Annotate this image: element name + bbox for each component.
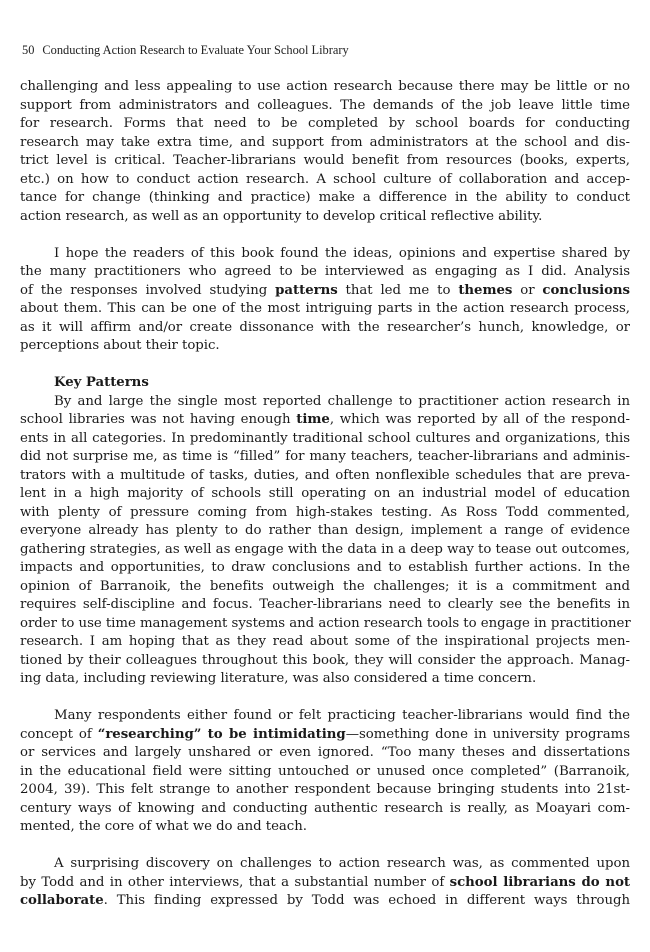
paragraph-2 [20,245,630,356]
text-line: research. I am hoping that as they read about some of the inspirational projects men- [20,634,630,649]
page-number: 50 [22,43,35,57]
text-line: challenging and less appealing to use action research because there may be little or no [20,79,630,94]
paragraph-1 [20,78,630,226]
text-line: the many practitioners who agreed to be interviewed as engaging as I did. Analysis [20,264,630,279]
text-line: A surprising discovery on challenges to action research was, as commented upon [54,856,630,871]
text-line: lent in a high majority of schools still operating on an industrial model of education [20,486,630,501]
emphasis-school-librarians: school librarians do not [449,874,630,890]
text-line: requires self-discipline and focus. Teacher-librarians need to clearly see the benefits in [20,597,630,612]
running-header [22,40,630,60]
text-line: trict level is critical. Teacher-librarians would benefit from resources (books, experts, [20,153,630,168]
text-line: impacts and opportunities, to draw conclusions and to establish further actions. In the [20,560,630,575]
text-line: everyone already has plenty to do rather than design, implement a range of evidence [20,523,630,538]
text-line: did not surprise me, as time is “filled” for many teachers, teacher-librarians and adminis- [20,449,630,464]
text-line: about them. This can be one of the most intriguing parts in the action research process, [20,301,630,316]
text-line: collaborate. This finding expressed by Todd was echoed in different ways through [20,893,630,908]
text-line: school libraries was not having enough time, which was reported by all of the respond- [20,412,630,427]
text-line: with plenty of pressure coming from high-stakes testing. As Ross Todd commented, [20,504,630,520]
emphasis-researching: “researching” to be intimidating [97,726,346,742]
text-line: opinion of Barranoik, the benefits outweigh the challenges; it is a commitment and [20,578,630,594]
text-line: as it will affirm and/or create dissonance with the researcher’s hunch, knowledge, or [20,319,630,335]
text-line: concept of “researching” to be intimidating—something done in university programs [20,726,630,742]
text-line: mented, the core of what we do and teach. [20,819,307,834]
text-line: action research, as well as an opportunity to develop critical reflective ability. [20,208,543,224]
emphasis-themes: themes [458,282,513,298]
text-line: century ways of knowing and conducting authentic research is really, as Moayari com- [20,800,630,816]
paragraph-4 [20,707,630,837]
text-line: ents in all categories. In predominantly traditional school cultures and organizations, this [20,430,630,446]
text-line: tance for change (thinking and practice) make a difference in the ability to conduct [20,190,630,205]
emphasis-conclusions: conclusions [542,282,630,298]
text-line: in the educational field were sitting untouched or unused once completed” (Barranoik, [20,763,630,779]
paragraph-3 [20,393,630,689]
text-line: support from administrators and colleagues. The demands of the job leave little time [20,97,630,113]
text-line: perceptions about their topic. [20,338,220,353]
text-line: By and large the single most reported challenge to practitioner action research in [54,393,630,409]
text-line: research may take extra time, and support from administrators at the school and dis- [20,134,630,150]
paragraph-5 [20,855,630,911]
text-line: by Todd and in other interviews, that a substantial number of school librarians do not [20,874,630,890]
running-title: Conducting Action Research to Evaluate Your School Library [42,43,349,57]
text-line: gathering strategies, as well as engage with the data in a deep way to tease out outcomes, [20,541,630,557]
section-heading: Key Patterns [54,375,149,390]
text-line: of the responses involved studying patterns that led me to themes or conclusions [20,282,630,298]
text-line: etc.) on how to conduct action research. A school culture of collaboration and accep- [20,171,630,187]
book-page [20,40,630,911]
emphasis-collaborate: collaborate [20,893,104,908]
text-line: trators with a multitude of tasks, duties, and often nonflexible schedules that are preva- [20,467,630,483]
text-line: Many respondents either found or felt practicing teacher-librarians would find the [54,708,630,723]
text-line: tioned by their colleagues throughout this book, they will consider the approach. Manag- [20,652,630,668]
text-line: ing data, including reviewing literature, was also considered a time concern. [20,671,537,686]
text-line: order to use time management systems and action research tools to engage in practitioner [20,615,631,631]
text-line: or services and largely unshared or even ignored. “Too many theses and dissertations [20,745,630,760]
text-line: for research. Forms that need to be completed by school boards for conducting [20,116,630,131]
emphasis-patterns: patterns [275,282,338,298]
text-line: 2004, 39). This felt strange to another respondent because bringing students into 21st- [20,782,630,797]
emphasis-time: time [296,412,330,427]
text-line: I hope the readers of this book found the ideas, opinions and expertise shared by [54,245,630,261]
